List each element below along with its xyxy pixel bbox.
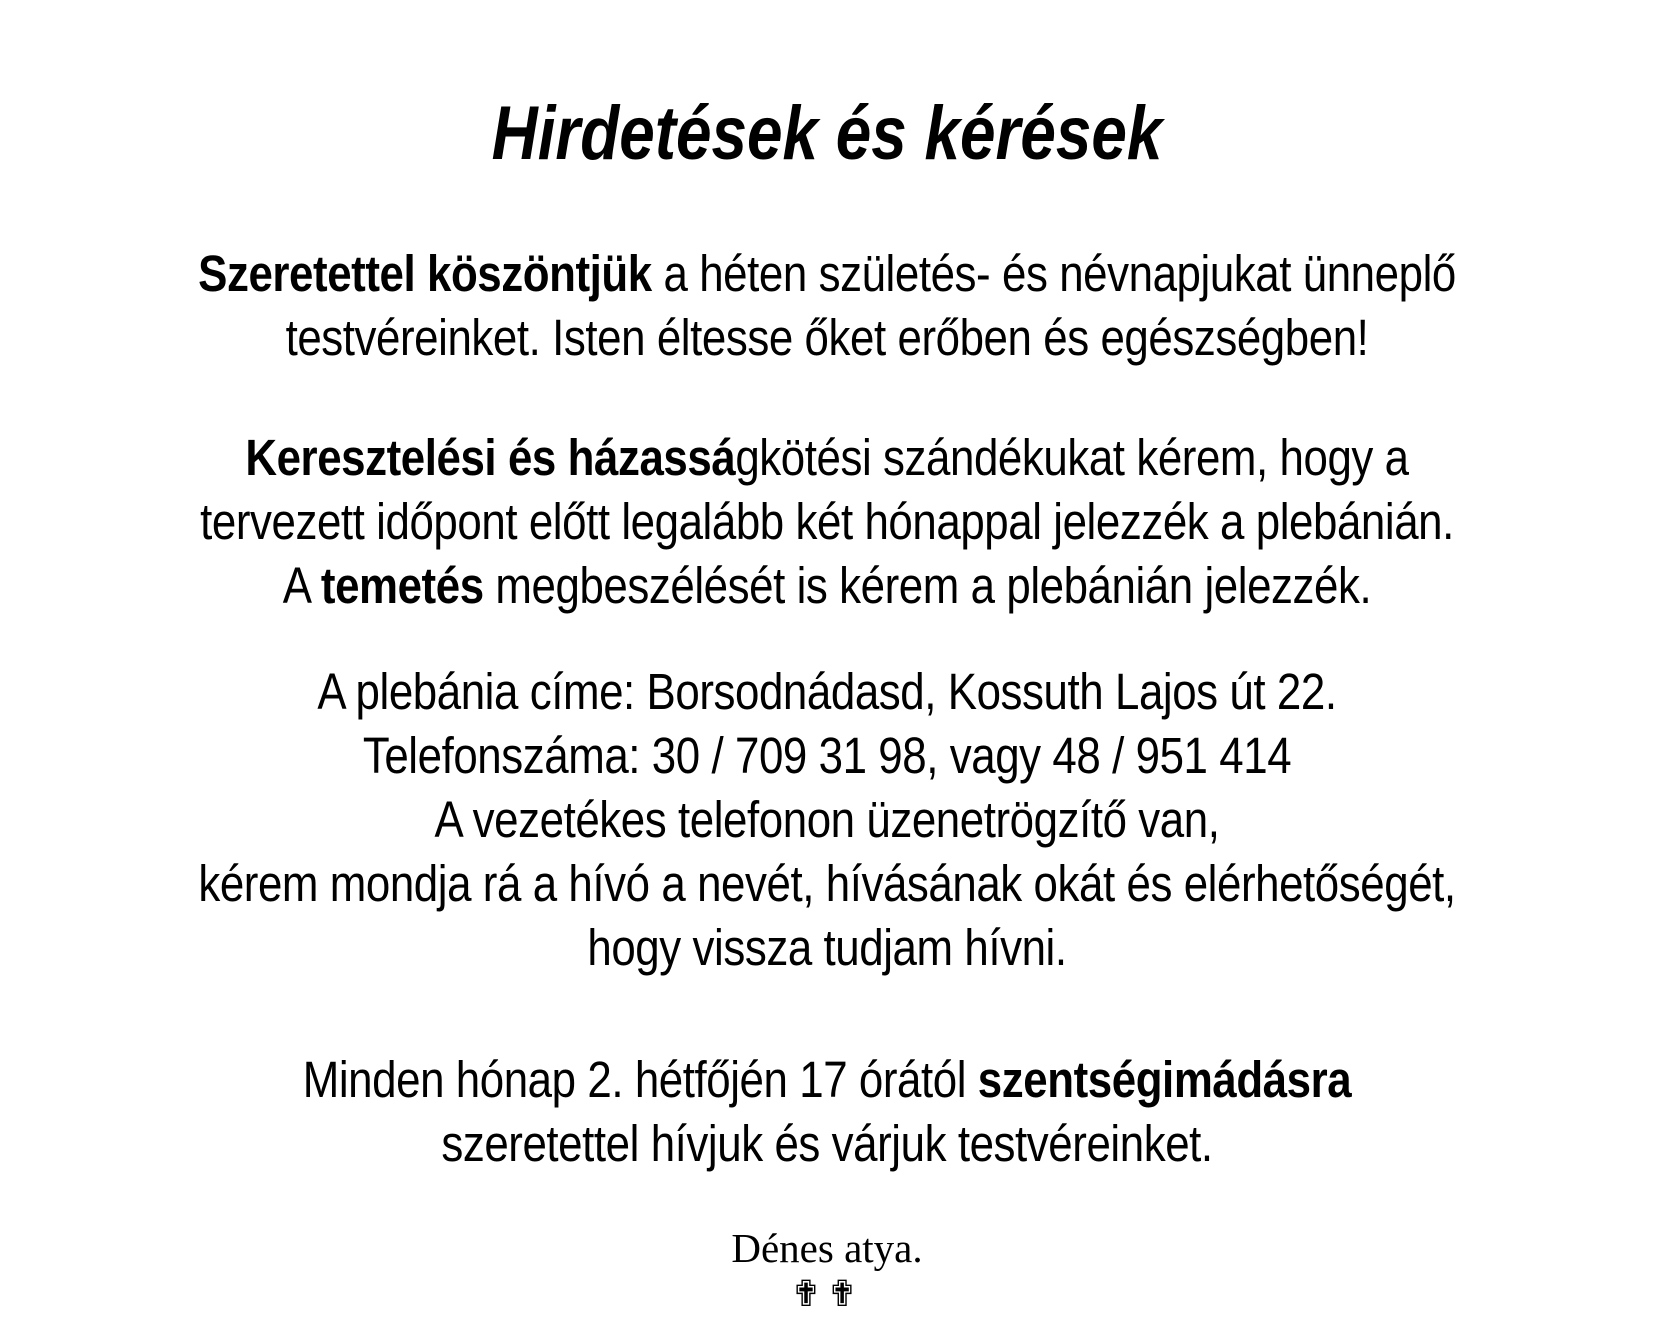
paragraph-contact-info (116, 660, 1538, 980)
text-line: Minden hónap 2. hétfőjén 17 órától szentségimádásra (302, 1051, 1352, 1108)
text-line: A plebánia címe: Borsodnádasd, Kossuth Lajos út 22. (317, 663, 1337, 720)
text-line: Telefonszáma: 30 / 709 31 98, vagy 48 / 951 414 (362, 727, 1292, 784)
text-line: A vezetékes telefonon üzenetrögzítő van, (434, 791, 1220, 848)
text-line: szeretettel hívjuk és várjuk testvéreinket. (441, 1115, 1213, 1172)
paragraph-adoration-invitation (116, 1048, 1538, 1176)
page-title: Hirdetések és kérések (491, 91, 1163, 176)
text-line: Szeretettel köszöntjük a héten születés- és névnapjukat ünneplő (198, 245, 1456, 302)
paragraph-greeting (116, 242, 1538, 370)
text-line: kérem mondja rá a hívó a nevét, hívásának okát és elérhetőségét, (198, 855, 1456, 912)
text-line: hogy vissza tudjam hívni. (587, 919, 1067, 976)
cross-icons: ✟✟ (790, 1274, 864, 1316)
signature-text: Dénes atya. (731, 1225, 923, 1271)
text-line: tervezett időpont előtt legalább két hónappal jelezzék a plebánián. (200, 493, 1454, 550)
text-line: Keresztelési és házasságkötési szándékukat kérem, hogy a (245, 429, 1409, 486)
paragraph-baptism-wedding-funeral (116, 426, 1538, 618)
text-line: A temetés megbeszélését is kérem a plebánián jelezzék. (282, 557, 1372, 614)
text-line: testvéreinket. Isten éltesse őket erőben és egészségben! (285, 309, 1369, 366)
